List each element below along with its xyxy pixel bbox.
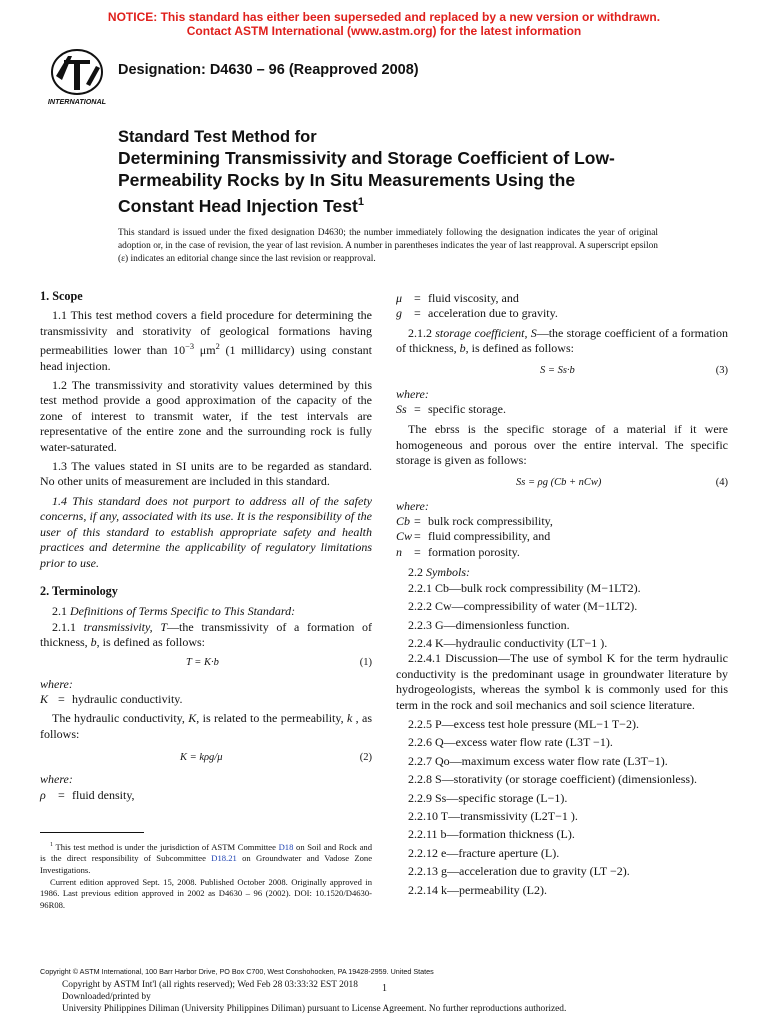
download-notice bbox=[62, 979, 566, 1015]
paragraph-2-2: 2.2 Symbols: bbox=[408, 565, 470, 580]
symbol-2-2-14: 2.2.14 k—permeability (L2). bbox=[408, 882, 547, 897]
notice-line-1: NOTICE: This standard has either been superseded and replaced by a new version or withdrawn. bbox=[107, 10, 661, 24]
footnote-rule bbox=[40, 832, 144, 833]
right-column bbox=[396, 291, 728, 898]
equation-3: S = Ss·b (3) bbox=[540, 364, 728, 376]
title-line-3: Permeability Rocks by In Situ Measurements Using the bbox=[118, 170, 576, 190]
copyright-line: Copyright © ASTM International, 100 Barr Harbor Drive, PO Box C700, West Conshohocken, PA 19428-2959. United States bbox=[40, 967, 434, 976]
definition-K: K = hydraulic conductivity. bbox=[40, 691, 183, 706]
section-heading-terminology: 2. Terminology bbox=[40, 583, 118, 598]
definition-g: g = acceleration due to gravity. bbox=[396, 306, 558, 321]
title-footnote-mark: 1 bbox=[357, 196, 364, 208]
download-line-2: Downloaded/printed by bbox=[62, 992, 151, 1002]
definition-Cb: Cb = bulk rock compressibility, bbox=[396, 514, 553, 529]
symbol-2-2-3: 2.2.3 G—dimensionless function. bbox=[408, 617, 570, 632]
where-label-3: where: bbox=[396, 386, 429, 401]
definition-Cw: Cw = fluid compressibility, and bbox=[396, 529, 551, 544]
astm-logo-icon bbox=[42, 46, 112, 108]
download-line-3: University Philippines Diliman (University Philippines Diliman) pursuant to License Agreement. No further reproductions authorized. bbox=[62, 1004, 567, 1014]
symbol-2-2-12: 2.2.12 e—fracture aperture (L). bbox=[408, 845, 560, 860]
page-number: 1 bbox=[382, 983, 387, 994]
logo-bottom-text: INTERNATIONAL bbox=[47, 97, 107, 106]
committee-link[interactable]: D18 bbox=[278, 841, 294, 852]
definition-n: n = formation porosity. bbox=[396, 544, 520, 559]
section-heading-scope: 1. Scope bbox=[40, 289, 83, 303]
paragraph-1-1: 1.1 This test method covers a field procedure for determining the transmissivity and storativity of geological formations having permeabilities lower than $10^{-3}$ $\mu m^2$ (1 millidarcy) using constant head injection. bbox=[40, 308, 372, 373]
symbol-2-2-8: 2.2.8 S—storativity (or storage coefficient) (dimensionless). bbox=[408, 772, 698, 787]
paragraph-2-1: 2.1 Definitions of Terms Specific to This Standard: bbox=[52, 604, 296, 619]
paragraph-1-4: 1.4 This standard does not purport to address all of the safety concerns, if any, associated with its use. It is the responsibility of the user of this standard to establish appropriate safety and health practices and determine the applicability of regulatory limitations prior to use. bbox=[40, 493, 372, 570]
footnote-edition: Current edition approved Sept. 15, 2008. Published October 2008. Originally approved in 1986. Last previous edition approved in 2002 as D4630 – 96 (2002). DOI: 10.1520/D4630-96R08. bbox=[40, 876, 372, 910]
symbol-2-2-11: 2.2.11 b—formation thickness (L). bbox=[408, 827, 575, 842]
definition-Ss: Ss = specific storage. bbox=[396, 402, 506, 417]
paragraph-hydraulic-conductivity: The hydraulic conductivity, K, is related to the permeability, k , as follows: bbox=[40, 711, 372, 741]
where-label-4: where: bbox=[396, 498, 429, 513]
notice-line-2: Contact ASTM International (www.astm.org) for the latest information bbox=[186, 24, 582, 38]
footnote: $^1$ This test method is under the jurisdiction of ASTM Committee D18 on Soil and Rock and is the direct responsibility of Subcommittee D18.21 on Groundwater and Vadose Zone Investigations. Current edition approved Sept. 15, 2008. Published October 2008. Originally approved in 1986. Last previous edition approved in 2002 as D4630 – 96 (2002). DOI: 10.1520/D4630-96R08. bbox=[40, 841, 373, 910]
symbol-2-2-2: 2.2.2 Cw—compressibility of water (M−1LT2). bbox=[408, 599, 638, 614]
paragraph-specific-storage: The ebrss is the specific storage of a material if it were homogeneous and porous over the entire interval. The specific storage is given as follows: bbox=[396, 422, 728, 468]
designation: Designation: D4630 – 96 (Reapproved 2008) bbox=[118, 62, 419, 78]
symbol-2-2-6: 2.2.6 Q—excess water flow rate (L3T −1). bbox=[408, 735, 613, 750]
symbol-2-2-4: 2.2.4 K—hydraulic conductivity (LT−1 ). bbox=[408, 635, 608, 650]
astm-logo bbox=[42, 46, 112, 108]
where-label-1: where: bbox=[40, 676, 73, 691]
symbol-2-2-10: 2.2.10 T—transmissivity (L2T−1 ). bbox=[408, 808, 578, 823]
withdrawal-notice bbox=[0, 10, 768, 38]
symbol-2-2-1: 2.2.1 Cb—bulk rock compressibility (M−1LT2). bbox=[408, 580, 641, 595]
symbol-2-2-7: 2.2.7 Qo—maximum excess water flow rate (L3T−1). bbox=[408, 753, 668, 768]
title-line-4: Constant Head Injection Test bbox=[118, 195, 358, 216]
title-line-1: Standard Test Method for bbox=[118, 128, 317, 146]
title-line-2: Determining Transmissivity and Storage Coefficient of Low- bbox=[118, 148, 615, 168]
paragraph-2-1-2: 2.1.2 storage coefficient, S—the storage coefficient of a formation of thickness, b, is defined as follows: bbox=[396, 325, 728, 356]
equation-4: Ss = ρg (Cb + nCw) (4) bbox=[516, 476, 728, 488]
symbol-2-2-13: 2.2.13 g—acceleration due to gravity (LT −2). bbox=[408, 864, 630, 879]
definition-mu: μ = fluid viscosity, and bbox=[396, 291, 519, 305]
symbol-2-2-9: 2.2.9 Ss—specific storage (L−1). bbox=[408, 790, 568, 805]
paragraph-2-2-4-1: 2.2.4.1 Discussion—The use of symbol K for the term hydraulic conductivity is the predominant usage in groundwater literature by hydrogeologists, whereas the symbol k is commonly used for this term in the rock and soil mechanics and soil science literature. bbox=[396, 651, 728, 712]
paragraph-1-2: 1.2 The transmissivity and storativity values determined by this test method provide a good approximation of the capacity of the zone of interest to transmit water, if the test intervals are representative of the entire zone and the surrounding rock is fully water-saturated. bbox=[40, 378, 372, 454]
issued-note: This standard is issued under the fixed designation D4630; the number immediately following the designation indicates the year of original adoption or, in the case of revision, the year of last revision. A number in parentheses indicates the year of last reapproval. A superscript epsilon (ε) indicates an editorial change since the last revision or reapproval. bbox=[118, 228, 658, 264]
equation-2: K = kρg/μ (2) bbox=[180, 752, 372, 764]
equation-1: T = K·b (1) bbox=[186, 656, 372, 668]
download-line-1: Copyright by ASTM Int'l (all rights reserved); Wed Feb 28 03:33:32 EST 2018 bbox=[62, 980, 358, 990]
document-title bbox=[118, 127, 698, 217]
left-column bbox=[40, 289, 372, 803]
subcommittee-link[interactable]: D18.21 bbox=[211, 853, 237, 864]
paragraph-1-3: 1.3 The values stated in SI units are to be regarded as standard. No other units of measurement are included in this standard. bbox=[40, 459, 372, 489]
symbol-2-2-5: 2.2.5 P—excess test hole pressure (ML−1 T−2). bbox=[408, 716, 639, 731]
paragraph-2-1-1: 2.1.1 transmissivity, T—the transmissivity of a formation of thickness, b, is defined as follows: bbox=[40, 619, 373, 650]
definition-rho: ρ = fluid density, bbox=[40, 787, 135, 802]
where-label-2: where: bbox=[40, 772, 73, 787]
